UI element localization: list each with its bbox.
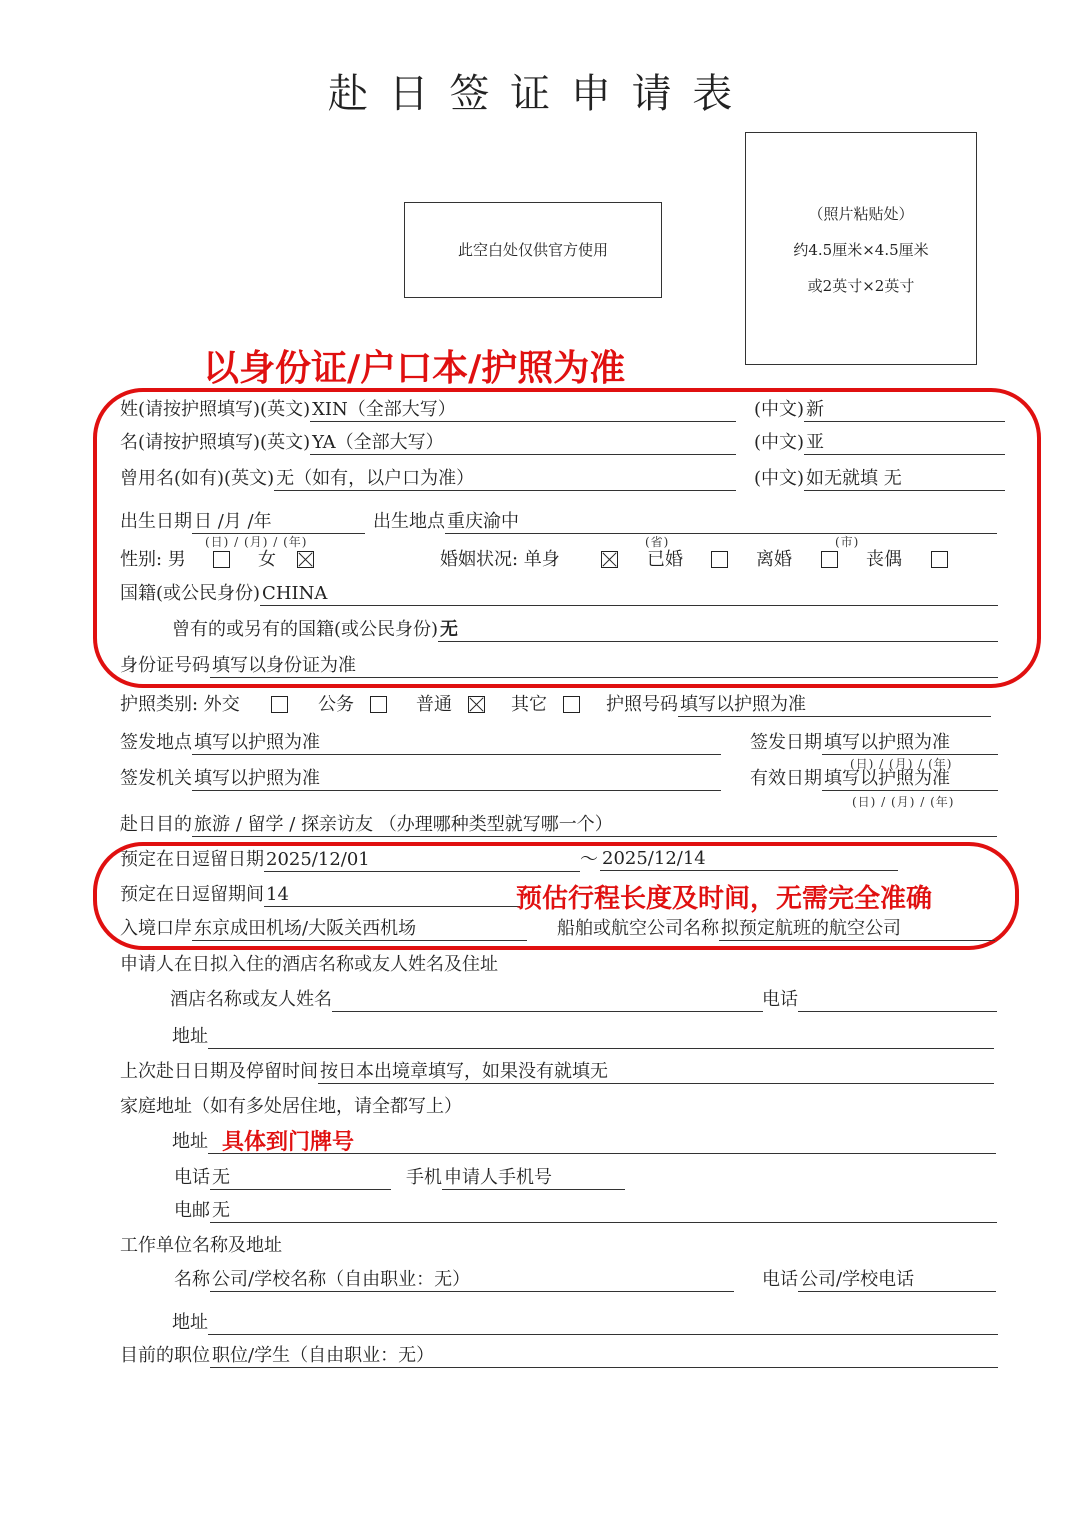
label: 签发日期 <box>750 732 822 753</box>
label: 签发机关 <box>120 768 192 789</box>
label: 上次赴日日期及停留时间 <box>120 1061 318 1082</box>
photo-text-3: 或2英寸×2英寸 <box>807 277 915 295</box>
passport-type-label: 护照类别: 外交 <box>120 694 240 715</box>
value[interactable]: 无 <box>210 1200 997 1223</box>
label: 电话 <box>762 989 798 1010</box>
label: 入境口岸 <box>120 918 192 939</box>
work-address-field[interactable] <box>172 1311 998 1335</box>
nationality-field[interactable] <box>120 582 998 606</box>
stay-to-field[interactable] <box>600 848 898 871</box>
address-note: 具体到门牌号 <box>222 1130 355 1155</box>
value[interactable]: 无（如有，以户口为准） <box>274 468 736 491</box>
value[interactable]: 申请人手机号 <box>442 1167 625 1190</box>
label: (中文) <box>754 468 805 489</box>
birth-date-field[interactable] <box>120 510 365 534</box>
value[interactable]: 职位/学生（自由职业：无） <box>210 1345 998 1368</box>
value[interactable]: 拟预定航班的航空公司 <box>719 918 995 941</box>
label: 有效日期 <box>750 768 822 789</box>
ordinary-checkbox[interactable] <box>468 696 485 713</box>
work-name-field[interactable] <box>174 1268 734 1292</box>
value[interactable]: 亚 <box>804 432 1005 455</box>
value[interactable]: 日 /月 /年 <box>192 511 365 534</box>
label: 地址 <box>172 1026 208 1047</box>
marital-label: 婚姻状况: 单身 <box>440 549 560 570</box>
label: 地址 <box>172 1131 208 1152</box>
hotel-phone-field[interactable] <box>762 988 997 1012</box>
value[interactable]: XIN（全部大写） <box>310 399 736 422</box>
hotel-name-field[interactable] <box>170 988 763 1012</box>
issue-authority-field[interactable] <box>120 767 721 791</box>
surname-cn-field[interactable] <box>754 398 1005 422</box>
stay-date-separator: ～ <box>580 849 598 870</box>
label: 签发地点 <box>120 732 192 753</box>
divorced-checkbox[interactable] <box>821 551 838 568</box>
value[interactable]: 填写以护照为准 <box>822 732 998 755</box>
expiry-date-field[interactable] <box>750 767 998 791</box>
issue-date-field[interactable] <box>750 731 998 755</box>
carrier-field[interactable] <box>557 917 995 941</box>
value[interactable]: CHINA <box>260 583 998 606</box>
email-field[interactable] <box>174 1199 997 1223</box>
widowed-label: 丧偶 <box>866 549 902 570</box>
value[interactable]: 公司/学校电话 <box>798 1269 996 1292</box>
label: (中文) <box>754 399 805 420</box>
entry-port-field[interactable] <box>120 917 527 941</box>
value[interactable]: 无 <box>210 1167 391 1190</box>
value[interactable] <box>798 989 997 1012</box>
label: 名(请按护照填写)(英文) <box>120 432 311 453</box>
divorced-label: 离婚 <box>756 549 792 570</box>
value[interactable]: 2025/12/01 <box>264 849 580 872</box>
value[interactable] <box>332 989 763 1012</box>
label: 电话 <box>762 1269 798 1290</box>
value[interactable]: 填写以护照为准 <box>192 732 721 755</box>
label: 曾有的或另有的国籍(或公民身份) <box>172 619 439 640</box>
former-en-field[interactable] <box>120 467 736 491</box>
official-label: 公务 <box>318 694 354 715</box>
value[interactable]: 东京成田机场/大阪关西机场 <box>192 918 527 941</box>
value[interactable]: 2025/12/14 <box>600 848 898 871</box>
label: 赴日目的 <box>120 814 192 835</box>
value[interactable]: 按日本出境章填写，如果没有就填无 <box>318 1061 994 1084</box>
birth-place-field[interactable] <box>373 510 997 534</box>
photo-text-1: （照片粘贴处） <box>808 205 914 223</box>
value[interactable]: 14 <box>264 884 520 907</box>
province-sub: (省) <box>645 535 670 549</box>
last-visit-field[interactable] <box>120 1060 994 1084</box>
other-label: 其它 <box>511 694 547 715</box>
birth-date-sub: (日) / (月) / (年) <box>205 535 308 549</box>
value[interactable]: 填写以护照为准 <box>822 768 998 791</box>
given-cn-field[interactable] <box>754 431 1005 455</box>
label: 地址 <box>172 1312 208 1333</box>
value[interactable] <box>208 1026 994 1049</box>
value[interactable] <box>208 1312 998 1335</box>
issue-date-sub: (日) / (月) / (年) <box>850 757 953 771</box>
id-number-field[interactable] <box>120 654 998 678</box>
photo-box <box>745 132 977 365</box>
ordinary-label: 普通 <box>416 694 452 715</box>
passport-no-field[interactable] <box>606 693 991 717</box>
label: 目前的职位 <box>120 1345 210 1366</box>
home-heading: 家庭地址（如有多处居住地，请全都写上） <box>120 1096 462 1117</box>
single-checkbox[interactable] <box>601 551 618 568</box>
female-label: 女 <box>258 549 276 570</box>
surname-en-field[interactable] <box>120 398 736 422</box>
label: 出生地点 <box>373 511 445 532</box>
value[interactable]: YA（全部大写） <box>310 432 736 455</box>
label: 出生日期 <box>120 511 192 532</box>
value[interactable]: 旅游 / 留学 / 探亲访友 （办理哪种类型就写哪一个） <box>192 814 997 837</box>
official-use-text: 此空白处仅供官方使用 <box>457 241 608 259</box>
label: 预定在日逗留日期 <box>120 849 264 870</box>
male-checkbox[interactable] <box>213 551 230 568</box>
expiry-date-sub: (日) / (月) / (年) <box>852 795 955 809</box>
label: 手机 <box>406 1167 442 1188</box>
id-note: 以身份证/户口本/护照为准 <box>203 348 626 389</box>
value[interactable]: 填写以护照为准 <box>678 694 991 717</box>
city-sub: (市) <box>835 535 860 549</box>
purpose-field[interactable] <box>120 813 997 837</box>
label: 护照号码 <box>606 694 678 715</box>
label: 船舶或航空公司名称 <box>557 918 719 939</box>
form-title: 赴 日 签 证 申 请 表 <box>328 71 737 117</box>
photo-text-2: 约4.5厘米×4.5厘米 <box>793 241 929 259</box>
former-cn-field[interactable] <box>754 467 1005 491</box>
official-checkbox[interactable] <box>370 696 387 713</box>
value[interactable]: 无 <box>438 619 998 642</box>
value[interactable]: 公司/学校名称（自由职业：无） <box>210 1269 734 1292</box>
other-checkbox[interactable] <box>563 696 580 713</box>
label: 身份证号码 <box>120 655 210 676</box>
label: 国籍(或公民身份) <box>120 583 261 604</box>
hotel-address-field[interactable] <box>172 1025 994 1049</box>
value[interactable]: 如无就填 无 <box>804 468 1005 491</box>
diplomatic-checkbox[interactable] <box>271 696 288 713</box>
hotel-heading: 申请人在日拟入住的酒店名称或友人姓名及住址 <box>120 954 498 975</box>
label: 姓(请按护照填写)(英文) <box>120 399 311 420</box>
work-heading: 工作单位名称及地址 <box>120 1235 282 1256</box>
stay-from-field[interactable] <box>120 848 580 872</box>
sex-label: 性别: 男 <box>120 549 186 570</box>
label: 电话 <box>174 1167 210 1188</box>
position-field[interactable] <box>120 1344 998 1368</box>
married-label: 已婚 <box>647 549 683 570</box>
label: 名称 <box>174 1269 210 1290</box>
issue-place-field[interactable] <box>120 731 721 755</box>
label: 曾用名(如有)(英文) <box>120 468 275 489</box>
value[interactable]: 新 <box>804 399 1005 422</box>
official-use-box <box>404 202 662 298</box>
married-checkbox[interactable] <box>711 551 728 568</box>
label: 酒店名称或友人姓名 <box>170 989 332 1010</box>
label: 预定在日逗留期间 <box>120 884 264 905</box>
trip-note: 预估行程长度及时间，无需完全准确 <box>516 884 933 914</box>
female-checkbox[interactable] <box>297 551 314 568</box>
value[interactable]: 填写以护照为准 <box>192 768 721 791</box>
widowed-checkbox[interactable] <box>931 551 948 568</box>
work-phone-field[interactable] <box>762 1268 996 1292</box>
label: (中文) <box>754 432 805 453</box>
value[interactable]: 重庆渝中 <box>445 511 997 534</box>
given-en-field[interactable] <box>120 431 736 455</box>
label: 电邮 <box>174 1200 210 1221</box>
other-nationality-field[interactable] <box>172 618 998 642</box>
home-phone-field[interactable] <box>174 1166 391 1190</box>
mobile-field[interactable] <box>406 1166 625 1190</box>
value[interactable]: 填写以身份证为准 <box>210 655 998 678</box>
stay-length-field[interactable] <box>120 883 520 907</box>
